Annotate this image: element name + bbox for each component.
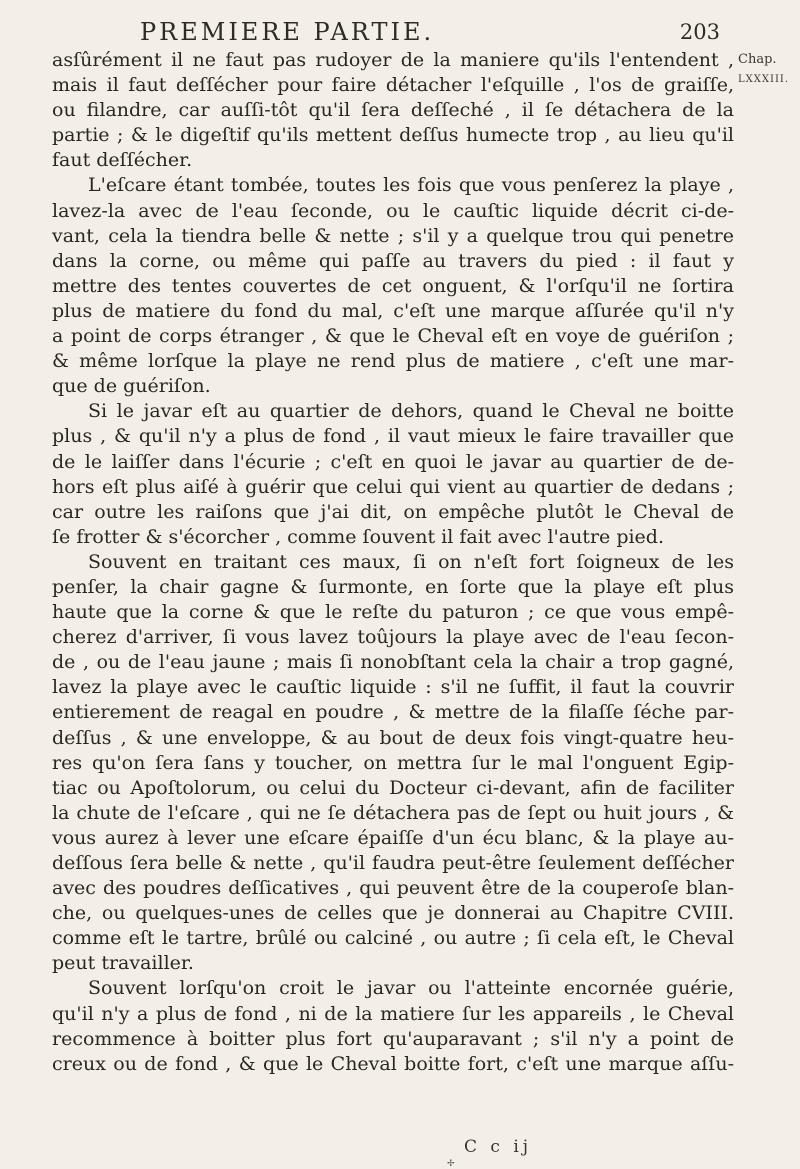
text-line: lavez la playe avec le cauſtic liquide : s'il ne ſuffit, il faut la couvrir xyxy=(52,676,734,699)
text-line: vant, cela la tiendra belle & nette ; s'il y a quelque trou qui penetre xyxy=(52,224,734,247)
text-line: avec des poudres deſſicatives , qui peuvent être de la couperoſe blan- xyxy=(52,877,734,900)
text-line: de , ou de l'eau jaune ; mais ſi nonobſtant cela la chair a trop gagné, xyxy=(52,651,734,674)
paragraph-start-line: Souvent lorſqu'on croit le javar ou l'atteinte encornée guérie, xyxy=(88,977,734,1000)
text-line: cherez d'arriver, ſi vous lavez toûjours la playe avec de l'eau ſecon- xyxy=(52,626,734,649)
text-line: recommence à boitter plus fort qu'auparavant ; s'il n'y a point de xyxy=(52,1027,734,1050)
text-line: tiac ou Apoſtolorum, ou celui du Docteur ci-devant, afin de faciliter xyxy=(52,776,734,799)
running-head xyxy=(120,18,720,50)
text-line: lavez-la avec de l'eau ſeconde, ou le cauſtic liquide décrit ci-de- xyxy=(52,199,734,222)
text-line: que de guériſon. xyxy=(52,375,211,398)
paragraph-start-line: Souvent en traitant ces maux, ſi on n'eſt fort ſoigneux de les xyxy=(88,550,734,573)
text-line: asſûrément il ne faut pas rudoyer de la maniere qu'ils l'entendent , xyxy=(52,49,734,71)
text-line: & même lorſque la playe ne rend plus de matiere , c'eſt une mar- xyxy=(52,350,734,373)
printer-ornament-icon: ✢ xyxy=(447,1159,455,1169)
text-line: qu'il n'y a plus de fond , ni de la matiere ſur les appareils , le Cheval xyxy=(52,1002,734,1025)
text-line: comme eſt le tartre, brûlé ou calciné , ou autre ; ſi cela eſt, le Cheval xyxy=(52,927,734,950)
section-title: PREMIERE PARTIE. xyxy=(140,18,435,46)
text-line: mettre des tentes couvertes de cet onguent, & l'orſqu'il ne ſortira xyxy=(52,274,734,297)
text-line: vous aurez à lever une eſcare épaiſſe d'un écu blanc, & la playe au- xyxy=(52,826,734,849)
text-line: mais il faut deſſécher pour faire détacher l'eſquille , l'os de graiſſe, xyxy=(52,74,734,97)
text-line: deſſous ſera belle & nette , qu'il faudra peut-être ſeulement deſſécher xyxy=(52,852,734,874)
paragraph-start-line: Si le javar eſt au quartier de dehors, quand le Cheval ne boitte xyxy=(88,400,734,423)
signature-mark: C c ij xyxy=(464,1137,533,1157)
text-line: plus de matiere du fond du mal, c'eſt une marque aſſurée qu'il n'y xyxy=(52,299,734,322)
chapter-label: Chap. xyxy=(738,52,777,67)
text-line: de le laiſſer dans l'écurie ; c'eſt en quoi le javar au quartier de de- xyxy=(52,450,734,473)
text-line: la chute de l'eſcare , qui ne ſe détachera pas de ſept ou huit jours , & xyxy=(52,801,734,824)
paragraph-start-line: L'eſcare étant tombée, toutes les fois que vous penſerez la playe , xyxy=(88,174,734,197)
page-number: 203 xyxy=(679,20,720,44)
text-line: peut travailler. xyxy=(52,952,194,975)
text-line: penſer, la chair gagne & ſurmonte, en ſorte que la playe eſt plus xyxy=(52,575,734,598)
text-line: ou filandre, car auſſi-tôt qu'il ſera deſſeché , il ſe détachera de la xyxy=(52,99,734,122)
text-line: ſe frotter & s'écorcher , comme ſouvent il fait avec l'autre pied. xyxy=(52,525,664,548)
text-line: faut deſſécher. xyxy=(52,149,193,172)
text-line: car outre les raiſons que j'ai dit, on empêche plutôt le Cheval de xyxy=(52,500,734,523)
text-line: che, ou quelques-unes de celles que je donnerai au Chapitre CVIII. xyxy=(52,902,734,925)
text-line: hors eſt plus aiſé à guérir que celui qui vient au quartier de dedans ; xyxy=(52,475,734,498)
text-line: entierement de reagal en poudre , & mettre de la filaſſe ſéche par- xyxy=(52,701,734,724)
chapter-number: LXXXIII. xyxy=(738,74,790,85)
body-text xyxy=(52,48,734,1077)
text-line: partie ; & le digeſtif qu'ils mettent deſſus humecte trop , au lieu qu'il xyxy=(52,124,734,147)
text-line: dans la corne, ou même qui paſſe au travers du pied : il faut y xyxy=(52,249,734,272)
text-line: creux ou de fond , & que le Cheval boitte fort, c'eſt une marque aſſu- xyxy=(52,1052,734,1075)
text-line: plus , & qu'il n'y a plus de fond , il vaut mieux le faire travailler que xyxy=(52,425,734,448)
text-line: res qu'on ſera ſans y toucher, on mettra ſur le mal l'onguent Egip- xyxy=(52,751,734,774)
text-line: deſſus , & une enveloppe, & au bout de deux fois vingt-quatre heu- xyxy=(52,726,734,749)
text-line: haute que la corne & que le reſte du paturon ; ce que vous empê- xyxy=(52,601,734,624)
text-line: a point de corps étranger , & que le Cheval eſt en voye de guériſon ; xyxy=(52,325,734,348)
margin-note xyxy=(738,50,798,90)
